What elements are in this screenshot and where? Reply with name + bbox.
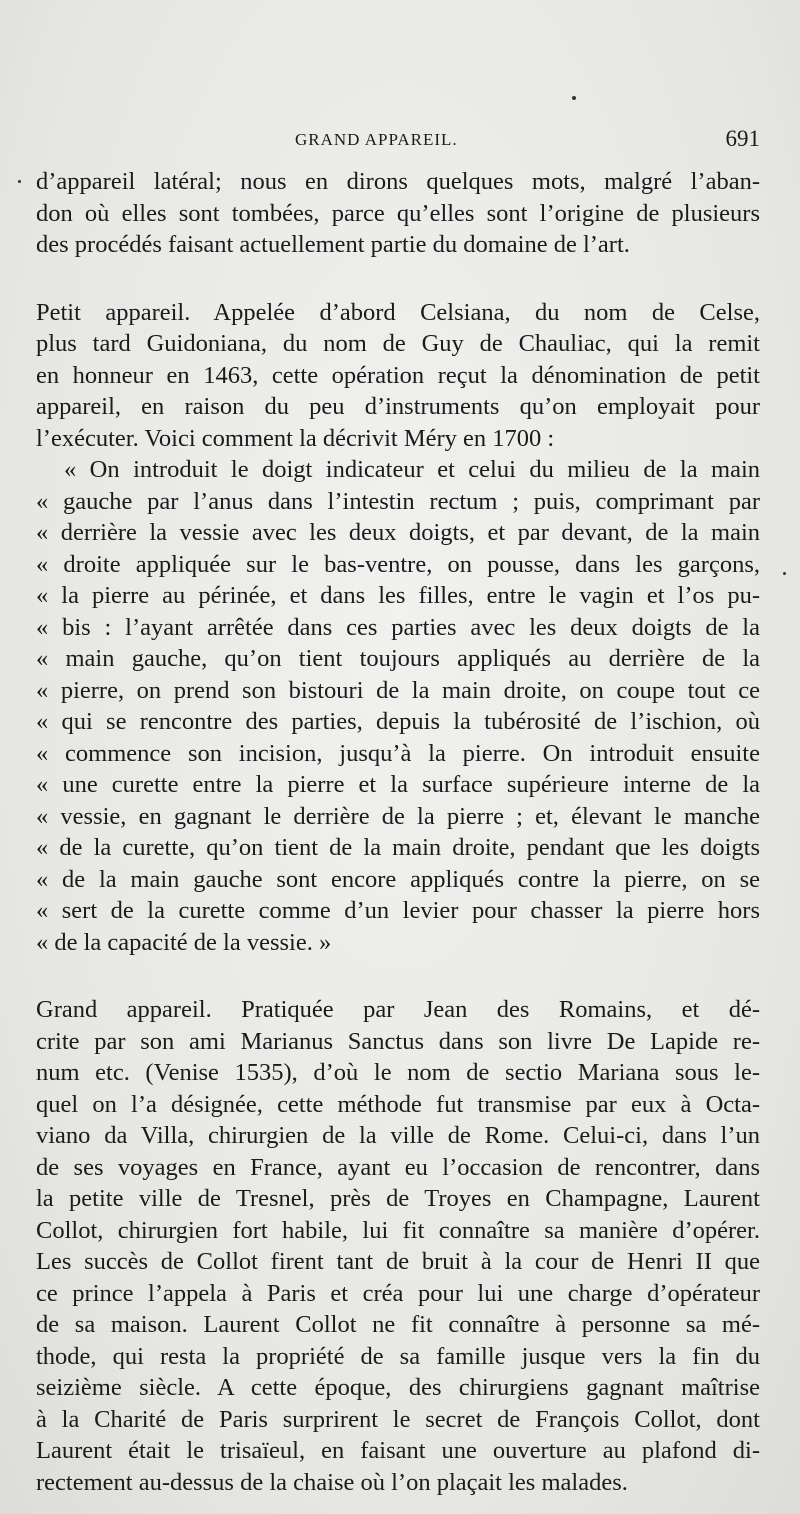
paragraph-gap (36, 958, 760, 994)
quote-line: « de la curette, qu’on tient de la main droite, pendant que les doigts (36, 834, 760, 861)
quote-line: « de la capacité de la vessie. » (36, 928, 332, 956)
text-line: num etc. (Venise 1535), d’où le nom de sectio Mariana sous le- (36, 1059, 760, 1086)
quote-line: « une curette entre la pierre et la surface supérieure interne de la (36, 771, 760, 798)
text-line: la petite ville de Tresnel, près de Troyes en Champagne, Laurent (36, 1185, 760, 1212)
quote-line: « gauche par l’anus dans l’intestin rectum ; puis, comprimant par (36, 487, 760, 515)
quote-line: « derrière la vessie avec les deux doigts, et par devant, de la main (36, 519, 760, 546)
text-line: don où elles sont tombées, parce qu’elles sont l’origine de plusieurs (36, 199, 760, 227)
quote-line: « commence son incision, jusqu’à la pierre. On introduit ensuite (36, 739, 760, 767)
quote-line: « sert de la curette comme d’un levier pour chasser la pierre hors (36, 897, 760, 924)
speck-mark (18, 180, 21, 183)
text-line: thode, qui resta la propriété de sa famille jusque vers la fin du (36, 1342, 760, 1370)
quote-line: « qui se rencontre des parties, depuis la tubérosité de l’ischion, où (36, 708, 760, 735)
page-number: 691 (725, 126, 760, 151)
text-line: d’appareil latéral; nous en dirons quelques mots, malgré l’aban- (36, 168, 760, 195)
text-line: Laurent était le trisaïeul, en faisant une ouverture au plafond di- (36, 1437, 760, 1464)
quote-line: « On introduit le doigt indicateur et celui du milieu de la main (64, 456, 760, 483)
text-line: Petit appareil. Appelée d’abord Celsiana, du nom de Celse, (36, 298, 760, 326)
quote-line: « vessie, en gagnant le derrière de la pierre ; et, élevant le manche (36, 802, 760, 830)
speck-mark (572, 96, 576, 100)
text-line: des procédés faisant actuellement partie du domaine de l’art. (36, 231, 630, 258)
text-line: plus tard Guidoniana, du nom de Guy de Chauliac, qui la remit (36, 330, 760, 357)
text-line: de sa maison. Laurent Collot ne fit connaître à personne sa mé- (36, 1311, 760, 1338)
page-header (295, 126, 760, 158)
paragraph-gap (36, 261, 760, 297)
text-line: à la Charité de Paris surprirent le secret de François Collot, dont (36, 1405, 760, 1433)
text-line: crite par son ami Marianus Sanctus dans son livre De Lapide re- (36, 1027, 760, 1055)
quote-line: « la pierre au périnée, et dans les filles, entre le vagin et l’os pu- (36, 582, 760, 609)
running-title: GRAND APPAREIL. (295, 130, 458, 149)
quote-line: « main gauche, qu’on tient toujours appliqués au derrière de la (36, 645, 760, 672)
text-line: Grand appareil. Pratiquée par Jean des Romains, et dé- (36, 996, 760, 1023)
text-line: Les succès de Collot firent tant de bruit à la cour de Henri II que (36, 1248, 760, 1275)
text-line: de ses voyages en France, ayant eu l’occasion de rencontrer, dans (36, 1153, 760, 1181)
text-line: quel on l’a désignée, cette méthode fut transmise par eux à Octa- (36, 1090, 760, 1118)
body-text (36, 166, 760, 1498)
text-line: seizième siècle. A cette époque, des chirurgiens gagnant maîtrise (36, 1374, 760, 1401)
text-line: appareil, en raison du peu d’instruments qu’on employait pour (36, 393, 760, 420)
quote-line: « pierre, on prend son bistouri de la main droite, on coupe tout ce (36, 676, 760, 704)
quote-line: « de la main gauche sont encore appliqués contre la pierre, on se (36, 865, 760, 893)
speck-mark (783, 572, 786, 575)
quote-line: « droite appliquée sur le bas-ventre, on pousse, dans les garçons, (36, 550, 760, 578)
text-line: ce prince l’appela à Paris et créa pour lui une charge d’opérateur (36, 1279, 760, 1307)
quote-line: « bis : l’ayant arrêtée dans ces parties avec les deux doigts de la (36, 613, 760, 641)
text-line: rectement au-dessus de la chaise où l’on plaçait les malades. (36, 1468, 628, 1496)
text-line: l’exécuter. Voici comment la décrivit Méry en 1700 : (36, 424, 555, 452)
text-line: Collot, chirurgien fort habile, lui fit connaître sa manière d’opérer. (36, 1216, 760, 1244)
text-line: en honneur en 1463, cette opération reçut la dénomination de petit (36, 361, 760, 389)
text-line: viano da Villa, chirurgien de la ville de Rome. Celui-ci, dans l’un (36, 1122, 760, 1149)
